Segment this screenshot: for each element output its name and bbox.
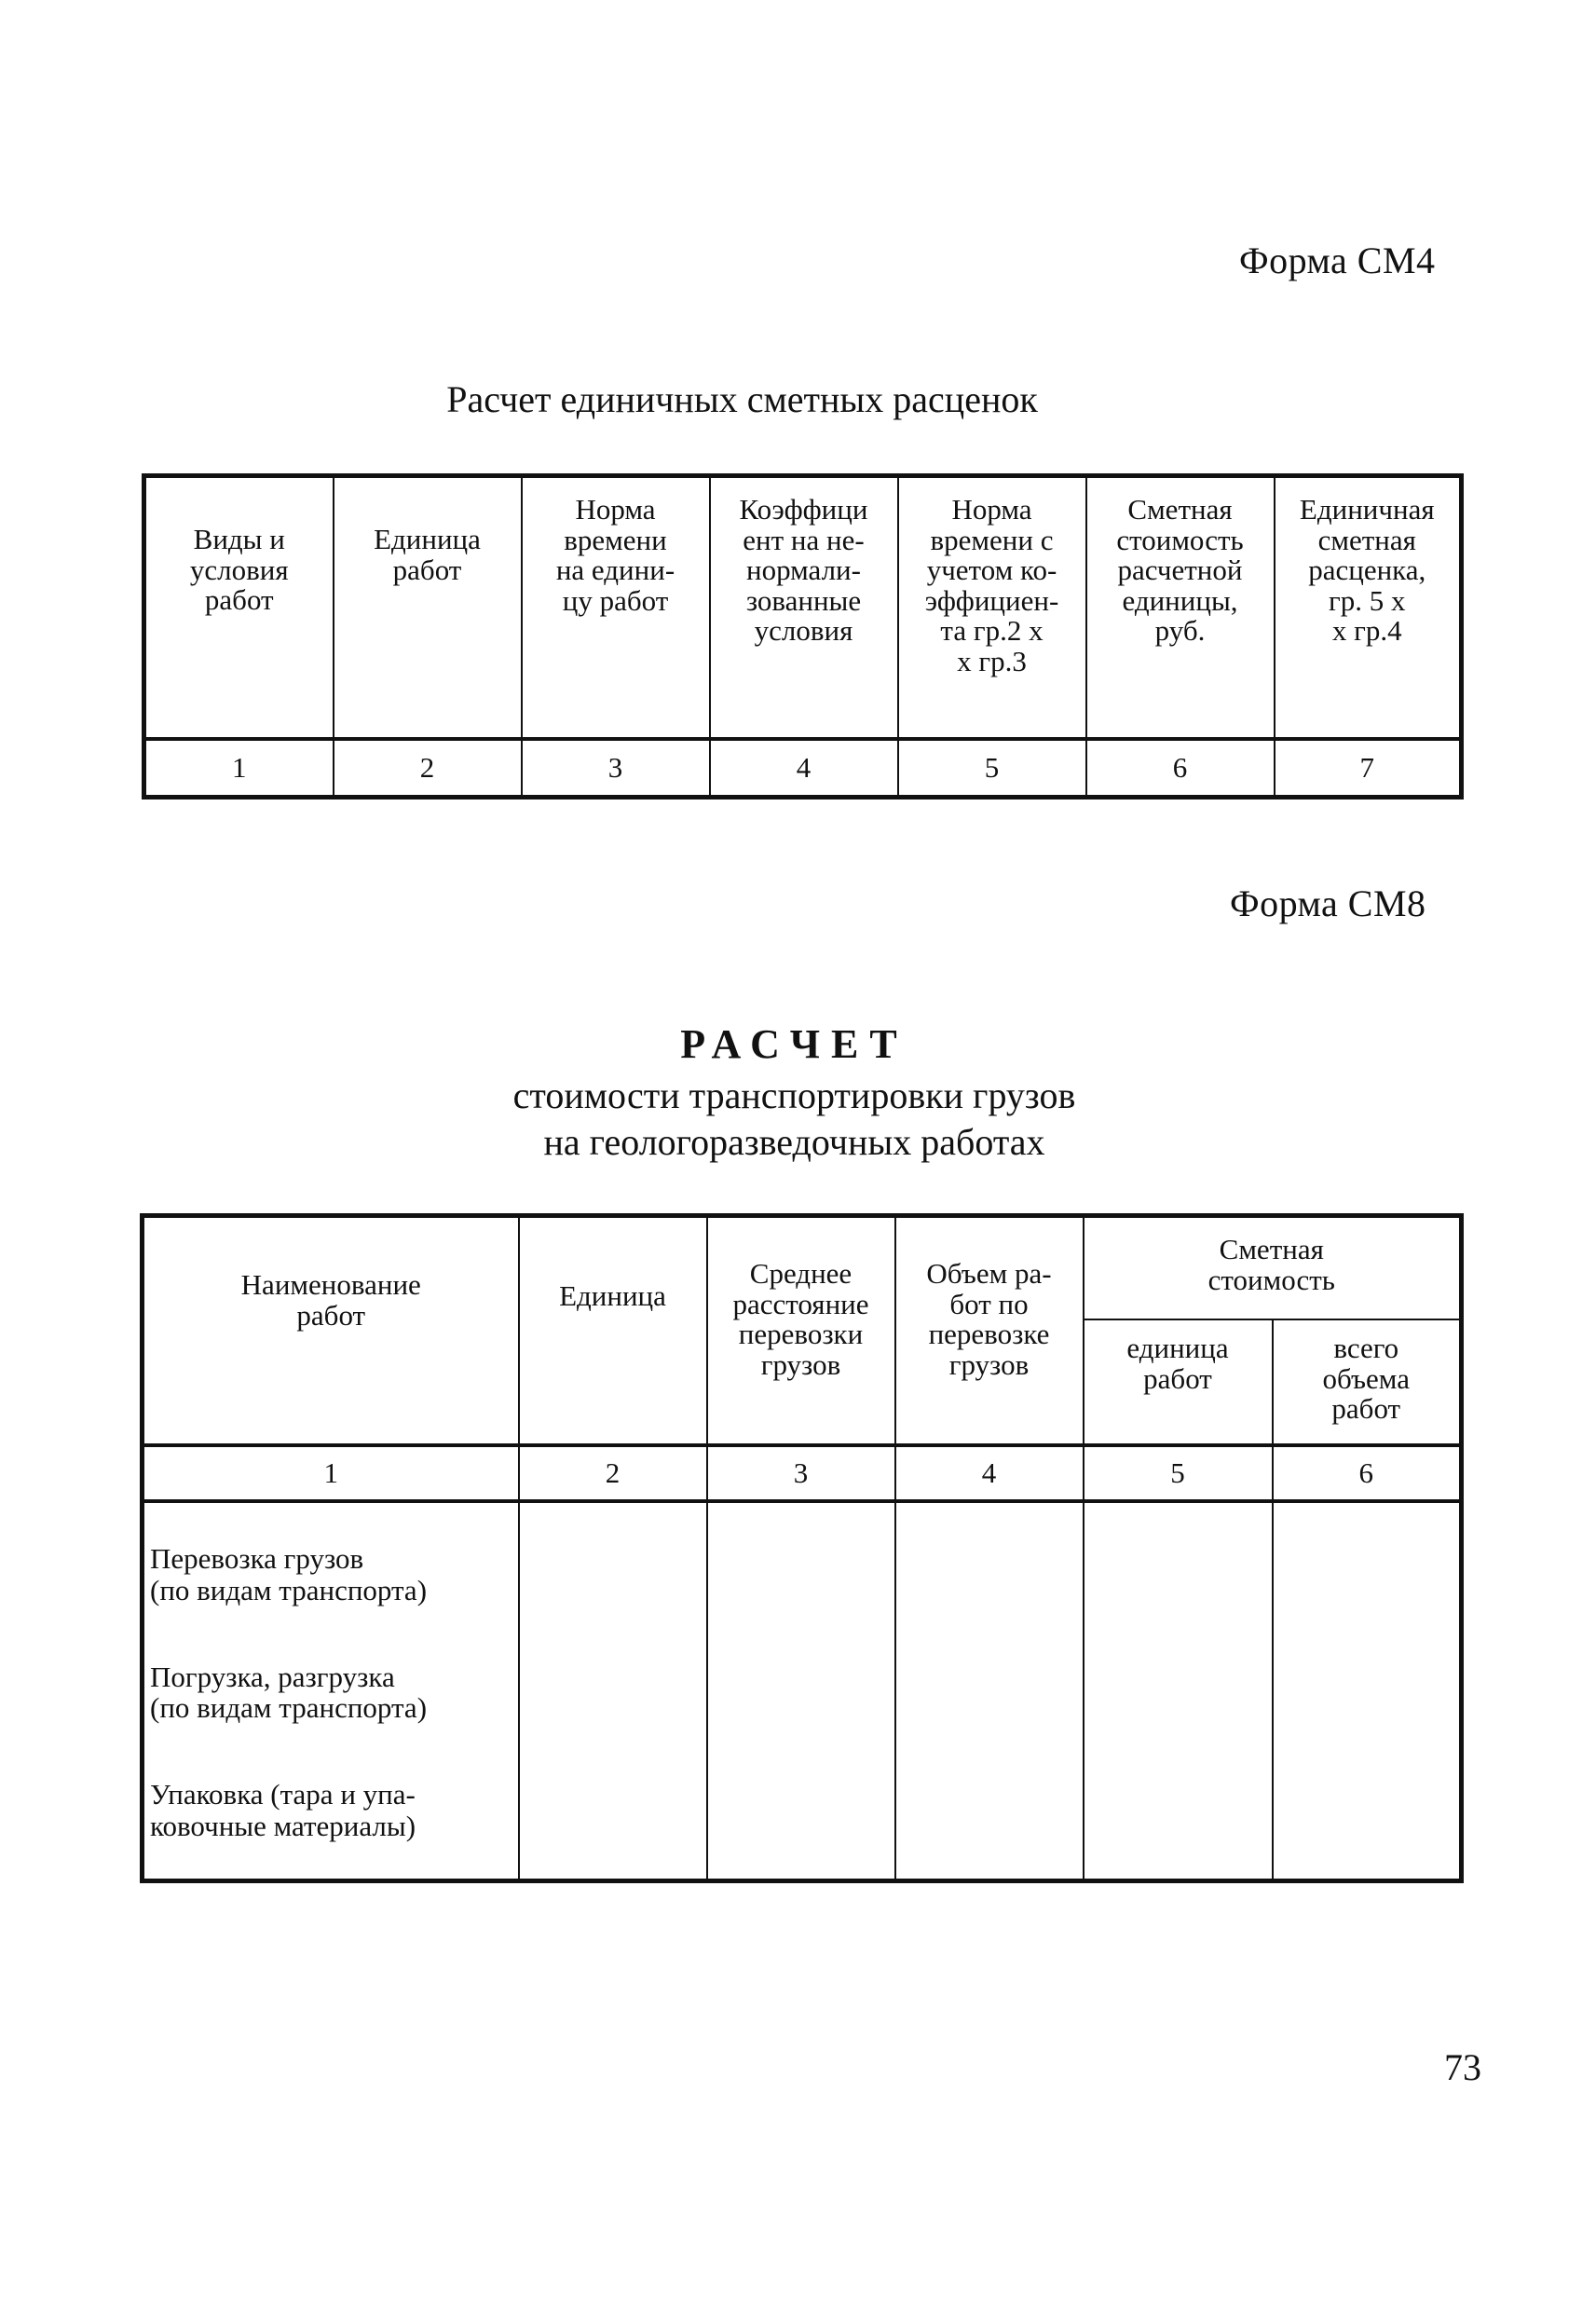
unit-rates-table bbox=[142, 473, 1464, 800]
column-number: 3 bbox=[707, 1445, 895, 1501]
header-cell: Среднее расстояние перевозки грузов bbox=[707, 1216, 895, 1446]
list-item: Погрузка, разгрузка (по видам транспорта) bbox=[150, 1660, 428, 1725]
work-names-cell bbox=[143, 1501, 519, 1880]
column-number: 7 bbox=[1275, 739, 1462, 798]
column-number: 2 bbox=[334, 739, 522, 798]
column-number: 5 bbox=[898, 739, 1086, 798]
list-item: Упаковка (тара и упа- ковочные материалы) bbox=[150, 1778, 416, 1842]
header-cell: Наименование работ bbox=[143, 1216, 519, 1446]
empty-cell bbox=[1273, 1501, 1462, 1880]
form-cm4-label: Форма СМ4 bbox=[1239, 239, 1436, 281]
header-cell: Коэффици ент на не- нормали- зованные условия bbox=[710, 476, 898, 740]
header-cell: Норма времени с учетом ко- эффициен- та гр.2 х х гр.3 bbox=[898, 476, 1086, 740]
table-header-row bbox=[144, 476, 1462, 740]
empty-cell bbox=[895, 1501, 1084, 1880]
table-header-row bbox=[143, 1216, 1462, 1320]
form-cm4-title: Расчет единичных сметных расценок bbox=[446, 378, 1038, 420]
form-cm8-label: Форма СМ8 bbox=[1230, 882, 1426, 924]
column-number: 6 bbox=[1273, 1445, 1462, 1501]
column-number: 5 bbox=[1084, 1445, 1273, 1501]
column-number: 1 bbox=[144, 739, 334, 798]
list-item: Перевозка грузов (по видам транспорта) bbox=[150, 1542, 428, 1606]
header-cell: Виды и условия работ bbox=[144, 476, 334, 740]
column-number: 4 bbox=[710, 739, 898, 798]
column-number-row bbox=[144, 739, 1462, 798]
header-cell: Единица bbox=[519, 1216, 707, 1446]
column-number: 4 bbox=[895, 1445, 1084, 1501]
header-cell: Объем ра- бот по перевозке грузов bbox=[895, 1216, 1084, 1446]
header-cell: Норма времени на едини- цу работ bbox=[522, 476, 710, 740]
form-cm8-subtitle: стоимости транспортировки грузов bbox=[512, 1074, 1076, 1116]
header-cell: Сметная стоимость расчетной единицы, руб. bbox=[1086, 476, 1275, 740]
form-cm8-title: РАСЧЕТ bbox=[680, 1021, 908, 1067]
header-group-cell: Сметная стоимость bbox=[1084, 1216, 1462, 1320]
empty-cell bbox=[707, 1501, 895, 1880]
empty-cell bbox=[519, 1501, 707, 1880]
header-cell: всего объема работ bbox=[1273, 1319, 1462, 1445]
transport-cost-table bbox=[140, 1213, 1464, 1883]
empty-cell bbox=[1084, 1501, 1273, 1880]
page-number: 73 bbox=[1444, 2046, 1481, 2088]
header-cell: Единичная сметная расценка, гр. 5 х х гр.4 bbox=[1275, 476, 1462, 740]
header-cell: единица работ bbox=[1084, 1319, 1273, 1445]
column-number: 2 bbox=[519, 1445, 707, 1501]
column-number: 3 bbox=[522, 739, 710, 798]
column-number: 6 bbox=[1086, 739, 1275, 798]
column-number: 1 bbox=[143, 1445, 519, 1501]
column-number-row bbox=[143, 1445, 1462, 1501]
header-cell: Единица работ bbox=[334, 476, 522, 740]
table-body-row bbox=[143, 1501, 1462, 1880]
form-cm8-subtitle-2: на геологоразведочных работах bbox=[543, 1121, 1045, 1163]
